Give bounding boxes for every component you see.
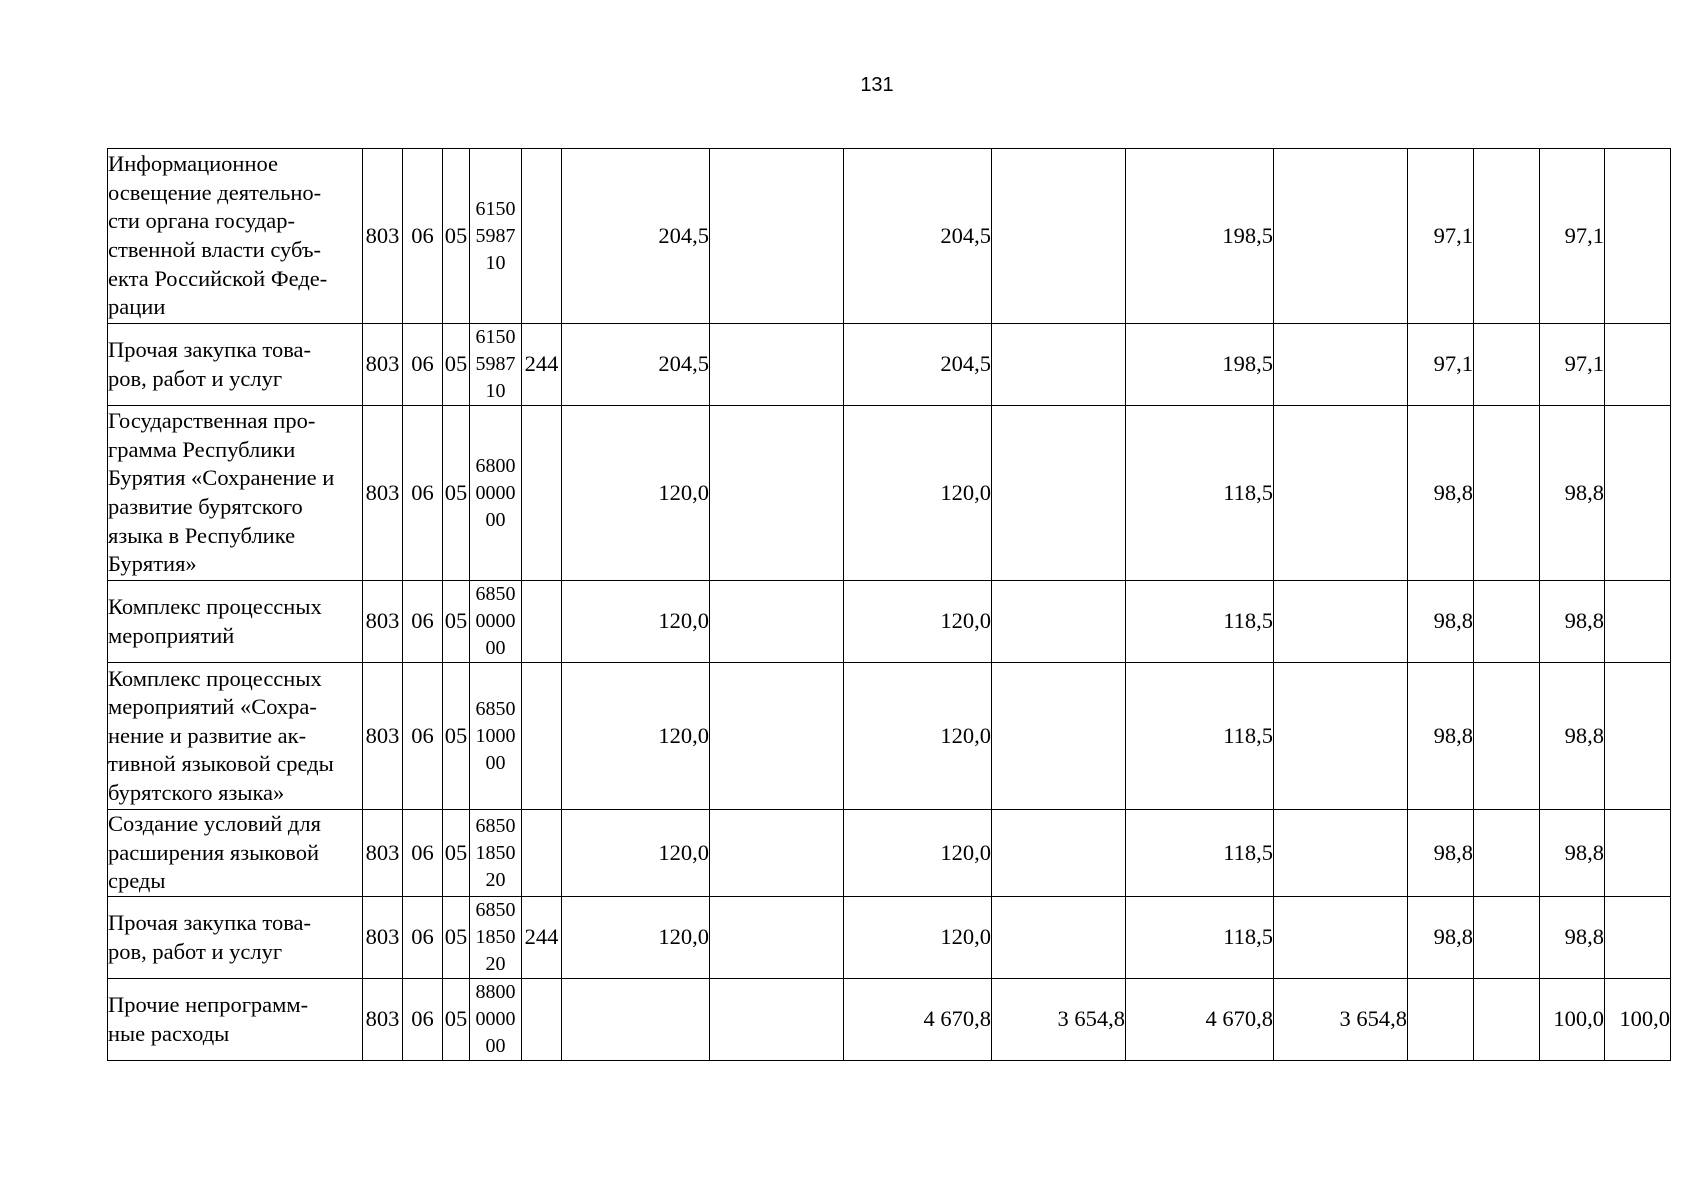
subsection-code-cell: 05 (443, 324, 470, 406)
target-article-line: 10 (485, 251, 506, 274)
table-row (108, 810, 1671, 897)
value-cell-1 (562, 979, 710, 1061)
value-cell-1: 120,0 (562, 581, 710, 663)
value-cell-3: 204,5 (844, 324, 992, 406)
value-cell-7: 98,8 (1408, 897, 1474, 979)
value-cell-10 (1605, 663, 1671, 810)
value-cell-4 (992, 810, 1126, 897)
value-cell-2 (710, 149, 844, 324)
row-name-line: языка в Республике (108, 522, 296, 548)
value-cell-7: 97,1 (1408, 149, 1474, 324)
value-cell-2 (710, 581, 844, 663)
row-name-line: ров, работ и услуг (108, 938, 283, 964)
value-cell-5: 198,5 (1126, 324, 1274, 406)
value-cell-9: 98,8 (1540, 406, 1605, 581)
target-article-line: 00 (485, 508, 506, 531)
value-cell-7 (1408, 979, 1474, 1061)
target-article-line: 6850 (475, 899, 516, 921)
value-cell-1: 204,5 (562, 324, 710, 406)
value-cell-1: 120,0 (562, 406, 710, 581)
value-cell-1: 120,0 (562, 810, 710, 897)
row-name-line: мероприятий «Сохра- (108, 694, 317, 720)
value-cell-8 (1474, 897, 1540, 979)
page-number: 131 (860, 74, 894, 96)
ved-code-cell: 803 (363, 979, 403, 1061)
value-cell-10 (1605, 581, 1671, 663)
value-cell-6 (1274, 406, 1408, 581)
value-cell-7: 98,8 (1408, 663, 1474, 810)
target-article-line: 00 (485, 1035, 506, 1057)
row-name-cell (108, 810, 363, 897)
value-cell-8 (1474, 149, 1540, 324)
target-article-cell (470, 149, 522, 324)
subsection-code-cell: 05 (443, 406, 470, 581)
value-cell-2 (710, 897, 844, 979)
value-cell-9: 100,0 (1540, 979, 1605, 1061)
budget-table (107, 148, 1671, 1061)
target-article-line: 6800 (475, 454, 516, 477)
value-cell-10 (1605, 810, 1671, 897)
row-name-line: расширения языковой (108, 839, 320, 865)
row-name-line: Комплекс процессных (108, 593, 322, 619)
expense-type-cell: 244 (522, 897, 562, 979)
expense-type-cell (522, 810, 562, 897)
row-name-line: ные расходы (108, 1020, 230, 1046)
value-cell-4 (992, 324, 1126, 406)
row-name-cell (108, 581, 363, 663)
value-cell-6: 3 654,8 (1274, 979, 1408, 1061)
value-cell-2 (710, 979, 844, 1061)
value-cell-4 (992, 149, 1126, 324)
value-cell-3: 4 670,8 (844, 979, 992, 1061)
row-name-cell (108, 324, 363, 406)
ved-code-cell: 803 (363, 810, 403, 897)
row-name-line: Государственная про- (108, 408, 316, 434)
section-code-cell: 06 (403, 663, 443, 810)
row-name-line: бурятского языка» (108, 779, 285, 805)
section-code-cell: 06 (403, 406, 443, 581)
expense-type-cell (522, 406, 562, 581)
row-name-cell (108, 406, 363, 581)
value-cell-3: 120,0 (844, 810, 992, 897)
section-code-cell: 06 (403, 324, 443, 406)
target-article-line: 6850 (475, 814, 516, 837)
value-cell-5: 4 670,8 (1126, 979, 1274, 1061)
row-name-line: сти органа государ- (108, 208, 296, 234)
target-article-line: 10 (485, 380, 506, 402)
row-name-line: Бурятия «Сохранение и (108, 465, 335, 491)
section-code-cell: 06 (403, 581, 443, 663)
row-name-line: Бурятия» (108, 551, 197, 577)
row-name-line: Информационное (108, 151, 279, 177)
target-article-line: 6850 (475, 697, 516, 720)
ved-code-cell: 803 (363, 406, 403, 581)
value-cell-8 (1474, 979, 1540, 1061)
value-cell-2 (710, 406, 844, 581)
target-article-cell (470, 897, 522, 979)
target-article-line: 6850 (475, 583, 516, 605)
value-cell-10 (1605, 897, 1671, 979)
target-article-line: 1000 (475, 724, 516, 747)
target-article-line: 8800 (475, 981, 516, 1003)
value-cell-10 (1605, 406, 1671, 581)
value-cell-5: 118,5 (1126, 581, 1274, 663)
value-cell-6 (1274, 149, 1408, 324)
ved-code-cell: 803 (363, 581, 403, 663)
value-cell-6 (1274, 581, 1408, 663)
target-article-cell (470, 324, 522, 406)
value-cell-7: 98,8 (1408, 406, 1474, 581)
row-name-line: освещение деятельно- (108, 179, 322, 205)
section-code-cell: 06 (403, 979, 443, 1061)
row-name-cell (108, 149, 363, 324)
subsection-code-cell: 05 (443, 663, 470, 810)
value-cell-9: 98,8 (1540, 663, 1605, 810)
target-article-cell (470, 406, 522, 581)
row-name-line: Прочая закупка това- (108, 909, 312, 935)
target-article-line: 00 (485, 751, 506, 774)
target-article-cell (470, 810, 522, 897)
subsection-code-cell: 05 (443, 581, 470, 663)
value-cell-2 (710, 810, 844, 897)
value-cell-8 (1474, 406, 1540, 581)
value-cell-2 (710, 324, 844, 406)
target-article-line: 0000 (475, 1008, 516, 1030)
table-row (108, 897, 1671, 979)
expense-type-cell: 244 (522, 324, 562, 406)
value-cell-4 (992, 897, 1126, 979)
value-cell-1: 120,0 (562, 663, 710, 810)
row-name-line: среды (108, 868, 166, 894)
value-cell-9: 98,8 (1540, 897, 1605, 979)
row-name-cell (108, 897, 363, 979)
value-cell-3: 120,0 (844, 897, 992, 979)
expense-type-cell (522, 149, 562, 324)
value-cell-10 (1605, 149, 1671, 324)
target-article-line: 1850 (475, 841, 516, 864)
row-name-line: Прочая закупка това- (108, 336, 312, 362)
row-name-line: Прочие непрограмм- (108, 991, 309, 1017)
target-article-line: 5987 (475, 353, 516, 375)
value-cell-7: 97,1 (1408, 324, 1474, 406)
target-article-cell (470, 663, 522, 810)
value-cell-6 (1274, 810, 1408, 897)
value-cell-8 (1474, 663, 1540, 810)
row-name-line: грамма Республики (108, 436, 296, 462)
value-cell-1: 204,5 (562, 149, 710, 324)
value-cell-6 (1274, 324, 1408, 406)
table-row (108, 979, 1671, 1061)
subsection-code-cell: 05 (443, 810, 470, 897)
section-code-cell: 06 (403, 149, 443, 324)
value-cell-3: 120,0 (844, 663, 992, 810)
target-article-line: 0000 (475, 610, 516, 632)
table-row (108, 581, 1671, 663)
row-name-line: развитие бурятского (108, 494, 303, 519)
target-article-line: 6150 (475, 197, 516, 220)
section-code-cell: 06 (403, 810, 443, 897)
value-cell-5: 118,5 (1126, 810, 1274, 897)
target-article-line: 1850 (475, 926, 516, 948)
value-cell-7: 98,8 (1408, 810, 1474, 897)
value-cell-9: 98,8 (1540, 581, 1605, 663)
row-name-line: мероприятий (108, 622, 235, 648)
value-cell-4 (992, 581, 1126, 663)
table-row (108, 663, 1671, 810)
ved-code-cell: 803 (363, 149, 403, 324)
value-cell-9: 97,1 (1540, 324, 1605, 406)
ved-code-cell: 803 (363, 897, 403, 979)
target-article-cell (470, 581, 522, 663)
value-cell-1: 120,0 (562, 897, 710, 979)
value-cell-2 (710, 663, 844, 810)
expense-type-cell (522, 979, 562, 1061)
value-cell-4 (992, 663, 1126, 810)
value-cell-9: 98,8 (1540, 810, 1605, 897)
target-article-line: 20 (485, 868, 506, 891)
value-cell-6 (1274, 897, 1408, 979)
target-article-line: 0000 (475, 481, 516, 504)
row-name-line: Создание условий для (108, 811, 321, 837)
row-name-line: екта Российской Феде- (108, 265, 328, 291)
table-row (108, 406, 1671, 581)
value-cell-4: 3 654,8 (992, 979, 1126, 1061)
value-cell-8 (1474, 324, 1540, 406)
value-cell-3: 204,5 (844, 149, 992, 324)
expense-type-cell (522, 581, 562, 663)
value-cell-5: 198,5 (1126, 149, 1274, 324)
row-name-line: ственной власти субъ- (108, 237, 321, 262)
section-code-cell: 06 (403, 897, 443, 979)
row-name-line: ров, работ и услуг (108, 365, 283, 391)
expense-type-cell (522, 663, 562, 810)
table-row (108, 149, 1671, 324)
target-article-line: 5987 (475, 224, 516, 247)
row-name-line: Комплекс процессных (108, 665, 322, 691)
subsection-code-cell: 05 (443, 897, 470, 979)
ved-code-cell: 803 (363, 324, 403, 406)
row-name-cell (108, 663, 363, 810)
value-cell-7: 98,8 (1408, 581, 1474, 663)
value-cell-9: 97,1 (1540, 149, 1605, 324)
value-cell-6 (1274, 663, 1408, 810)
target-article-line: 20 (485, 953, 506, 975)
value-cell-3: 120,0 (844, 406, 992, 581)
row-name-line: нение и развитие ак- (108, 722, 307, 748)
value-cell-10: 100,0 (1605, 979, 1671, 1061)
value-cell-10 (1605, 324, 1671, 406)
subsection-code-cell: 05 (443, 979, 470, 1061)
value-cell-4 (992, 406, 1126, 581)
value-cell-8 (1474, 810, 1540, 897)
value-cell-8 (1474, 581, 1540, 663)
target-article-line: 6150 (475, 326, 516, 348)
subsection-code-cell: 05 (443, 149, 470, 324)
value-cell-3: 120,0 (844, 581, 992, 663)
value-cell-5: 118,5 (1126, 663, 1274, 810)
row-name-line: тивной языковой среды (108, 751, 334, 777)
row-name-line: рации (108, 294, 166, 320)
value-cell-5: 118,5 (1126, 897, 1274, 979)
target-article-cell (470, 979, 522, 1061)
value-cell-5: 118,5 (1126, 406, 1274, 581)
ved-code-cell: 803 (363, 663, 403, 810)
row-name-cell (108, 979, 363, 1061)
target-article-line: 00 (485, 637, 506, 659)
table-row (108, 324, 1671, 406)
